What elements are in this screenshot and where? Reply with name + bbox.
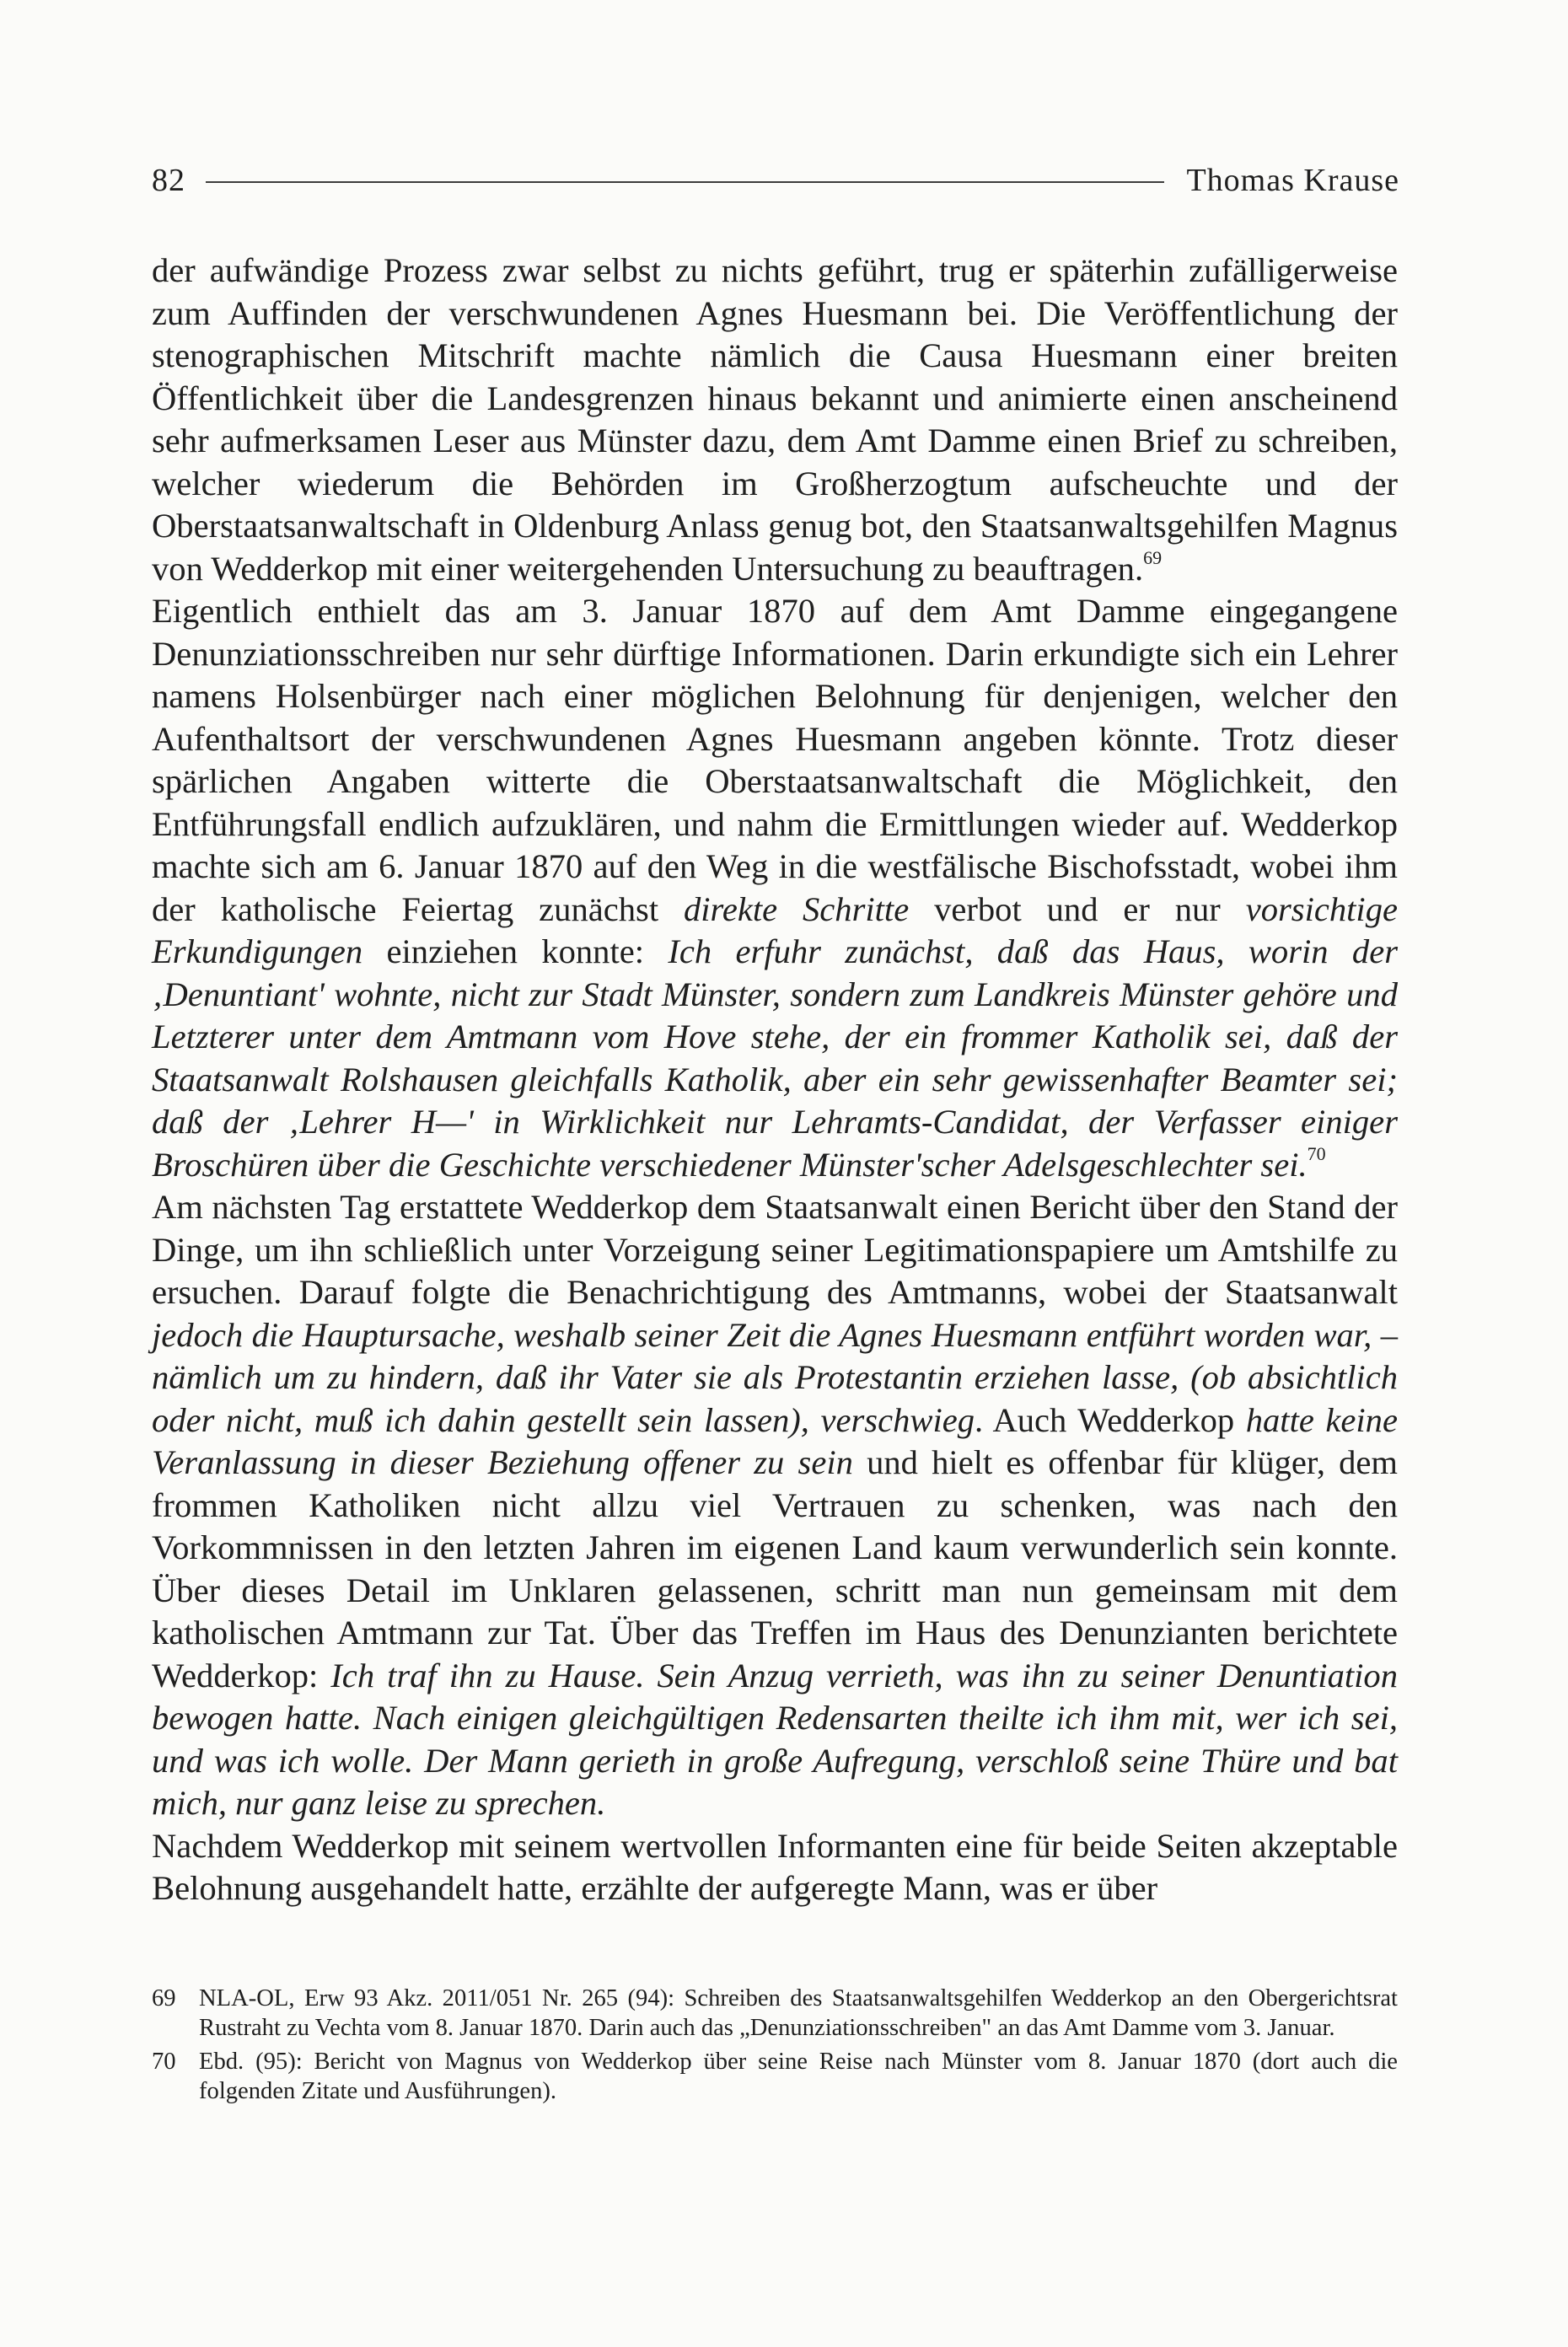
running-head-author: Thomas Krause xyxy=(1186,163,1399,198)
footnote-ref-70: 70 xyxy=(1307,1142,1326,1164)
paragraph-3-quote-b: jedoch die Hauptursache, weshalb seiner Zeit die Agnes Huesmann entführt worden war, – nämlich um zu hindern, daß ihr Vater sie als Protestantin erziehen lasse, (ob absichtlich oder nicht, muß ich dahin gestellt sein lassen), verschwieg xyxy=(152,1315,1398,1439)
paragraph-1 xyxy=(152,250,1398,590)
main-text xyxy=(152,250,1398,1910)
paragraph-4-text: Nachdem Wedderkop mit seinem wertvollen Informanten eine für beide Seiten akzeptable Belohnung ausgehandelt hatte, erzählte der aufgeregte Mann, was er über xyxy=(152,1826,1398,1907)
footnotes xyxy=(152,1984,1398,2107)
footnote-number: 69 xyxy=(152,1985,176,2011)
paragraph-3-text-e: und hielt es offenbar für klüger, dem frommen Katholiken nicht allzu viel Vertrauen zu schenken, was nach den Vorkommnissen in den letzten Jahren im eigenen Land kaum verwunderlich sein konnte. Über dieses Detail im Unklaren gelassenen, schritt man nun gemeinsam mit dem katholischen Amtmann zur Tat. Über das Treffen im Haus des Denunzianten berichtete Wedderkop: xyxy=(152,1443,1398,1694)
paragraph-2-quote-f: Ich erfuhr zunächst, daß das Haus, worin der ‚Denuntiant' wohnte, nicht zur Stadt Münster, sondern zum Landkreis Münster gehöre und Letzterer unter dem Amtmann vom Hove stehe, der ein frommer Katholik sei, daß der Staatsanwalt Rolshausen gleichfalls Katholik, aber ein sehr gewissenhafter Beamter sei; daß der ‚Lehrer H—' in Wirklichkeit nur Lehramts-Candidat, der Verfasser einiger Broschüren über die Geschichte verschiedener Münster'scher Adelsgeschlechter sei. xyxy=(152,932,1399,1184)
paragraph-1-text: der aufwändige Prozess zwar selbst zu nichts geführt, trug er späterhin zufälligerweise zum Auffinden der verschwundenen Agnes Huesmann bei. Die Veröffentlichung der stenographischen Mitschrift machte nämlich die Causa Huesmann einer breiten Öffentlichkeit über die Landesgrenzen hinaus bekannt und animierte einen anscheinend sehr aufmerksamen Leser aus Münster dazu, dem Amt Damme einen Brief zu schreiben, welcher wiederum die Behörden im Großherzogtum aufscheuchte und der Oberstaatsanwaltschaft in Oldenburg Anlass genug bot, den Staatsanwaltsgehilfen Magnus von Wedderkop mit einer weitergehenden Untersuchung zu beauftragen. xyxy=(152,251,1398,588)
running-header xyxy=(152,155,1399,206)
paragraph-3-quote-f: Ich traf ihn zu Hause. Sein Anzug verrieth, was ihn zu seiner Denuntiation bewogen hatte. Nach einigen gleichgültigen Redensarten theilte ich ihm mit, wer ich sei, und was ich wolle. Der Mann gerieth in große Aufregung, verschloß seine Thüre und bat mich, nur ganz leise zu sprechen. xyxy=(152,1656,1398,1822)
paragraph-3 xyxy=(152,1186,1398,1825)
footnote-70 xyxy=(152,2047,1398,2107)
paragraph-3-text-c: . Auch Wedderkop xyxy=(975,1400,1246,1439)
paragraph-2-text-a: Eigentlich enthielt das am 3. Januar 1870 auf dem Amt Damme eingegangene Denunziationsschreiben nur sehr dürftige Informationen. Darin erkundigte sich ein Lehrer namens Holsenbürger nach einer möglichen Belohnung für denjenigen, welcher den Aufenthaltsort der verschwundenen Agnes Huesmann angeben könnte. Trotz dieser spärlichen Angaben witterte die Oberstaatsanwaltschaft die Möglichkeit, den Entführungsfall endlich aufzuklären, und nahm die Ermittlungen wieder auf. Wedderkop machte sich am 6. Januar 1870 auf den Weg in die westfälische Bischofsstadt, wobei ihm der katholische Feiertag zunächst xyxy=(152,592,1398,928)
paragraph-3-quote-d: hatte keine Veranlassung in dieser Beziehung offener zu sein xyxy=(152,1400,1398,1481)
footnote-text: Ebd. (95): Bericht von Magnus von Wedderkop über seine Reise nach Münster vom 8. Januar 1870 (dort auch die folgenden Zitate und Ausführungen). xyxy=(199,2048,1398,2105)
paragraph-3-text-a: Am nächsten Tag erstattete Wedderkop dem Staatsanwalt einen Bericht über den Stand der Dinge, um ihn schließlich unter Vorzeigung seiner Legitimationspapiere um Amtshilfe zu ersuchen. Darauf folgte die Benachrichtigung des Amtmanns, wobei der Staatsanwalt xyxy=(152,1188,1398,1311)
paragraph-2-quote-d: vorsichtige Erkundigungen xyxy=(152,889,1398,970)
footnote-text: NLA-OL, Erw 93 Akz. 2011/051 Nr. 265 (94): Schreiben des Staatsanwaltsgehilfen Wedderkop an den Obergerichtsrat Rustraht zu Vechta vom 8. Januar 1870. Darin auch das „Denunziationsschreiben" an das Amt Damme vom 3. Januar. xyxy=(199,1985,1398,2042)
paragraph-2-text-e: einziehen konnte: xyxy=(362,932,669,970)
footnote-ref-69: 69 xyxy=(1143,546,1163,568)
footnote-number: 70 xyxy=(152,2048,176,2075)
paragraph-2 xyxy=(152,590,1398,1186)
paragraph-4 xyxy=(152,1825,1398,1910)
header-rule xyxy=(206,181,1164,183)
paragraph-2-text-c: verbot und er nur xyxy=(909,889,1246,928)
page-number: 82 xyxy=(152,163,185,198)
footnote-69 xyxy=(152,1984,1398,2044)
paragraph-2-quote-a: direkte Schritte xyxy=(683,889,910,928)
